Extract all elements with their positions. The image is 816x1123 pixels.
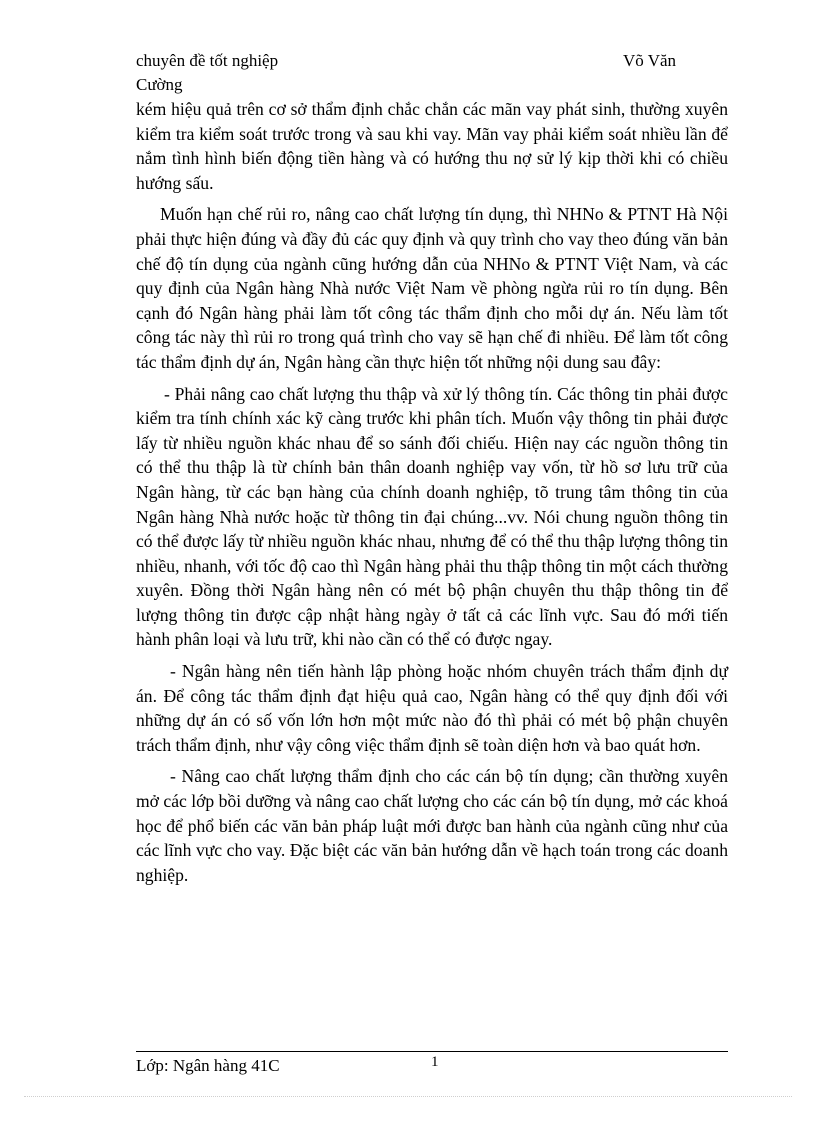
document-body [136,97,728,894]
paragraph-4: - Ngân hàng nên tiến hành lập phòng hoặc nhóm chuyên trách thẩm định dự án. Để công tác thẩm định đạt hiệu quả cao, Ngân hàng có thể quy định đối với những dự án có số vốn lớn hơn một mức nào đó thì phải có mét bộ phận chuyên trách thẩm định, như vậy công việc thẩm định sẽ toàn diện hơn và bao quát hơn. [136,661,728,755]
page-number: 1 [431,1054,439,1070]
paragraph-3: - Phải nâng cao chất lượng thu thập và xử lý thông tín. Các thông tin phải được kiểm tra tính chính xác kỹ càng trước khi phân tích. Muốn vậy thông tin phải được lấy từ nhiều nguồn khác nhau để so sánh đối chiếu. Hiện nay các nguồn thông tin có thể thu thập là từ chính bản thân doanh nghiệp vay vốn, từ hồ sơ lưu trữ của Ngân hàng, từ các bạn hàng của chính doanh nghiệp, tõ trung tâm thông tin của Ngân hàng Nhà nước hoặc từ thông tin đại chúng...vv. Nói chung nguồn thông tin có thể được lấy từ nhiều nguồn khác nhau, nhưng để có thể thu thập lượng thông tin nhiều, nhanh, với tốc độ cao thì Ngân hàng phải thu thập thông tin một cách thường xuyên. Đồng thời Ngân hàng nên có mét bộ phận chuyên thu thập thông tin để lượng thông tin được cập nhật hàng ngày ở tất cả các lĩnh vực. Sau đó mới tiến hành phân loại và lưu trữ, khi nào cần có thể có được ngay. [136,383,728,650]
header-author: Võ Văn [623,51,677,70]
paragraph-5: - Nâng cao chất lượng thẩm định cho các cán bộ tín dụng; cần thường xuyên mở các lớp bồi dưỡng và nâng cao chất lượng cho các cán bộ tín dụng, mở các khoá học để phổ biến các văn bản pháp luật mới được ban hành của ngành cũng như của các lĩnh vực cho vay. Đặc biệt các văn bản hướng dẫn về hạch toán trong các doanh nghiệp. [136,766,728,885]
header-author-continued: Cường [136,75,183,94]
paragraph-1: kém hiệu quả trên cơ sở thẩm định chắc chắn các mãn vay phát sinh, thường xuyên kiểm tra kiểm soát trước trong và sau khi vay. Mãn vay phải kiểm soát nhiều lần để nắm tình hình biến động tiền hàng và có hướng thu nợ sử lý kịp thời khi có chiều hướng sấu. [136,99,728,193]
paragraph-2: Muốn hạn chế rủi ro, nâng cao chất lượng tín dụng, thì NHNo & PTNT Hà Nội phải thực hiện đúng và đầy đủ các quy định và quy trình cho vay theo đúng văn bản chế độ tín dụng của ngành cũng hướng dẫn của NHNo & PTNT Việt Nam, và các quy định của Ngân hàng Nhà nước Việt Nam về phòng ngừa rủi ro tín dụng. Bên cạnh đó Ngân hàng phải làm tốt công tác thẩm định cho mỗi dự án. Nếu làm tốt công tác này thì rủi ro trong quá trình cho vay sẽ hạn chế đi nhiều. Để làm tốt công tác thẩm định dự án, Ngân hàng cần thực hiện tốt những nội dung sau đây: [136,204,728,372]
footer-class-label: Lớp: Ngân hàng 41C [136,1056,280,1075]
page-edge [24,1096,792,1097]
header-title: chuyên đề tốt nghiệp [136,51,279,70]
